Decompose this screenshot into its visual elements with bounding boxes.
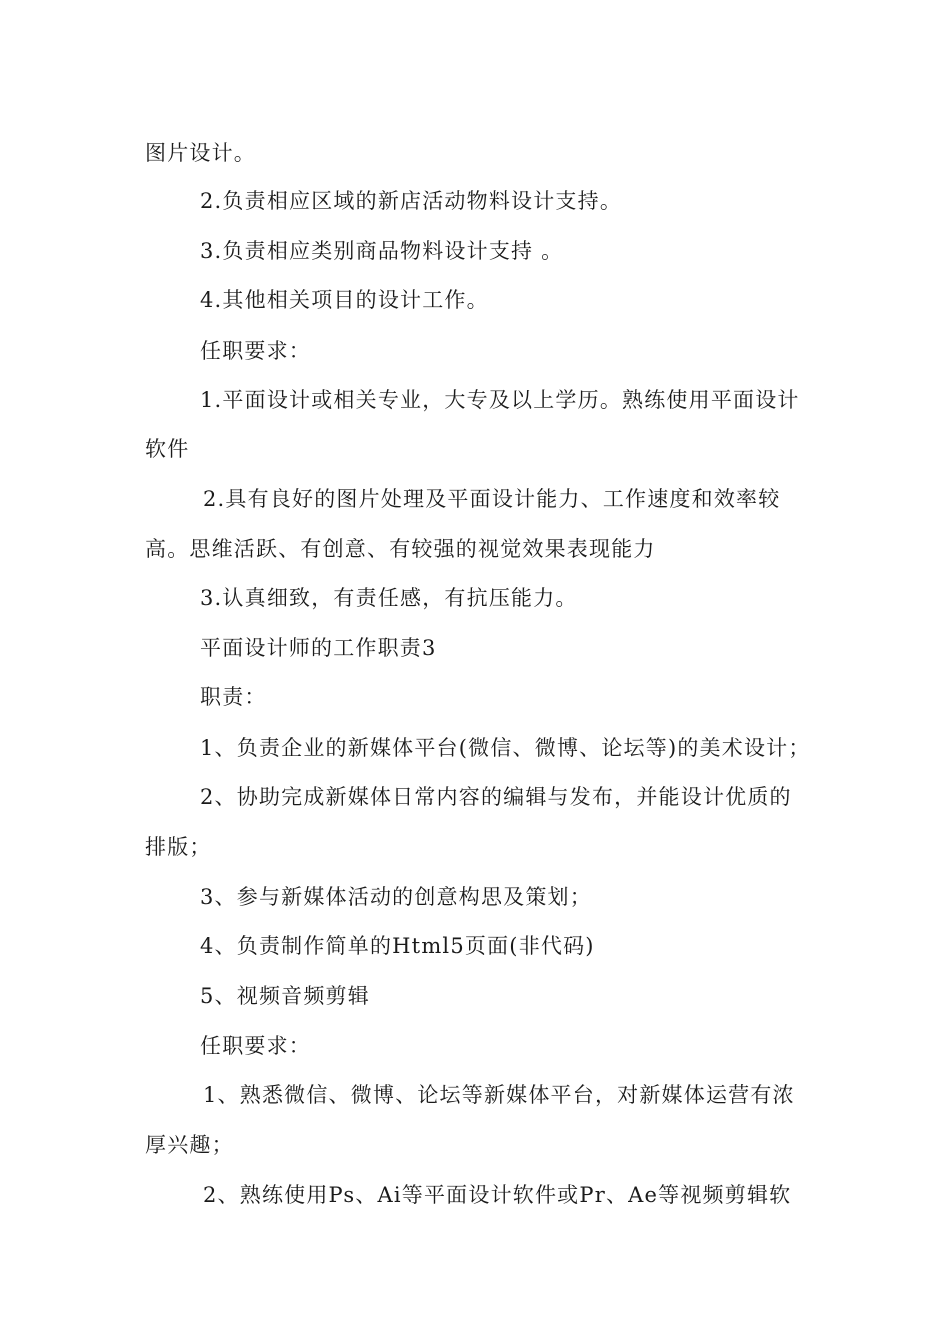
text-line: 软件 [145,437,190,461]
text-line: 4.其他相关项目的设计工作。 [200,288,489,312]
text-line: 4、负责制作简单的Html5页面(非代码) [200,934,595,958]
text-line: 5、视频音频剪辑 [200,984,370,1008]
text-line: 任职要求： [200,1034,311,1058]
text-line: 职责： [200,685,267,709]
text-line: 图片设计。 [145,141,256,165]
text-line: 厚兴趣； [145,1133,234,1157]
text-line: 1.平面设计或相关专业，大专及以上学历。熟练使用平面设计 [200,388,800,412]
text-line: 2、熟练使用Ps、Ai等平面设计软件或Pr、Ae等视频剪辑软 [203,1183,792,1207]
section-heading: 平面设计师的工作职责3 [200,636,437,660]
text-line: 3、参与新媒体活动的创意构思及策划； [200,885,592,909]
text-line: 2.负责相应区域的新店活动物料设计支持。 [200,189,623,213]
text-line: 2.具有良好的图片处理及平面设计能力、工作速度和效率较 [203,487,781,511]
text-line: 1、负责企业的新媒体平台(微信、微博、论坛等)的美术设计； [200,736,811,760]
text-line: 排版； [145,835,212,859]
text-line: 3.负责相应类别商品物料设计支持 。 [200,239,564,263]
text-line: 高。思维活跃、有创意、有较强的视觉效果表现能力 [145,537,656,561]
text-line: 2、协助完成新媒体日常内容的编辑与发布，并能设计优质的 [200,785,792,809]
text-line: 任职要求： [200,339,311,363]
text-line: 3.认真细致，有责任感，有抗压能力。 [200,586,578,610]
text-line: 1、熟悉微信、微博、论坛等新媒体平台，对新媒体运营有浓 [203,1083,795,1107]
